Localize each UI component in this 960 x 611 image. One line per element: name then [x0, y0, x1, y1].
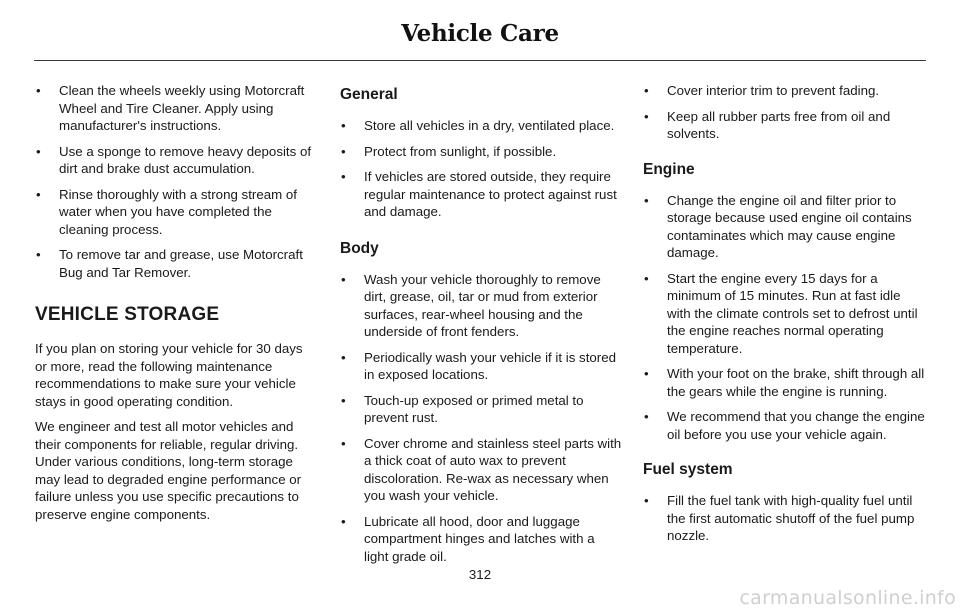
right-column	[643, 82, 925, 553]
list-item: • Clean the wheels weekly using Motorcraft Wheel and Tire Cleaner. Apply using manufacturer's instructions.	[35, 82, 317, 135]
page-number: 312	[468, 567, 492, 582]
list-item: • Lubricate all hood, door and luggage compartment hinges and latches with a light grade oil.	[340, 513, 622, 566]
interior-list	[643, 82, 925, 143]
section-heading-vehicle-storage: VEHICLE STORAGE	[35, 304, 220, 325]
fuel-system-list	[643, 492, 925, 545]
list-item: • Wash your vehicle thoroughly to remove dirt, grease, oil, tar or mud from exterior surfaces, rear-wheel housing and the underside of front fenders.	[340, 271, 622, 341]
list-item: • Rinse thoroughly with a strong stream of water when you have completed the cleaning process.	[35, 186, 317, 239]
list-item: • With your foot on the brake, shift through all the gears while the engine is running.	[643, 365, 925, 400]
storage-intro-paragraph: If you plan on storing your vehicle for 30 days or more, read the following maintenance recommendations to make sure your vehicle stays in good operating condition.	[35, 341, 303, 409]
subheading-body: Body	[340, 239, 379, 257]
engine-list	[643, 192, 925, 444]
list-item: • Touch-up exposed or primed metal to prevent rust.	[340, 392, 622, 427]
list-item: • Store all vehicles in a dry, ventilated place.	[340, 117, 622, 135]
list-item: • Protect from sunlight, if possible.	[340, 143, 622, 161]
page-title: Vehicle Care	[401, 20, 559, 47]
body-list	[340, 271, 622, 566]
general-list	[340, 117, 622, 221]
subheading-engine: Engine	[643, 160, 695, 178]
list-item: • Start the engine every 15 days for a minimum of 15 minutes. Run at fast idle with the climate controls set to defrost until the engine reaches normal operating temperature.	[643, 270, 925, 358]
list-item: • Periodically wash your vehicle if it is stored in exposed locations.	[340, 349, 622, 384]
subheading-fuel-system: Fuel system	[643, 461, 733, 478]
list-item: • Change the engine oil and filter prior to storage because used engine oil contains contaminates which may cause engine damage.	[643, 192, 925, 262]
subheading-general: General	[340, 86, 398, 103]
list-item: • To remove tar and grease, use Motorcraft Bug and Tar Remover.	[35, 246, 317, 281]
list-item: • Cover chrome and stainless steel parts with a thick coat of auto wax to prevent discoloration. Re-wax as necessary when you wash your vehicle.	[340, 435, 622, 505]
wheel-cleaning-list	[35, 82, 317, 281]
list-item: • Use a sponge to remove heavy deposits of dirt and brake dust accumulation.	[35, 143, 317, 178]
list-item: • Fill the fuel tank with high-quality fuel until the first automatic shutoff of the fuel pump nozzle.	[643, 492, 925, 545]
watermark: carmanualsonline.info	[739, 587, 956, 609]
storage-precautions-paragraph: We engineer and test all motor vehicles and their components for reliable, regular driving. Under various conditions, long-term storage may lead to degraded engine performance or failure unless you use specific precautions to preserve engine components.	[35, 419, 302, 522]
list-item: • If vehicles are stored outside, they require regular maintenance to protect against rust and damage.	[340, 168, 622, 221]
left-column	[35, 82, 317, 531]
list-item: • Cover interior trim to prevent fading.	[643, 82, 925, 100]
list-item: • We recommend that you change the engine oil before you use your vehicle again.	[643, 408, 925, 443]
middle-column	[340, 82, 622, 573]
list-item: • Keep all rubber parts free from oil and solvents.	[643, 108, 925, 143]
title-divider	[34, 60, 926, 61]
